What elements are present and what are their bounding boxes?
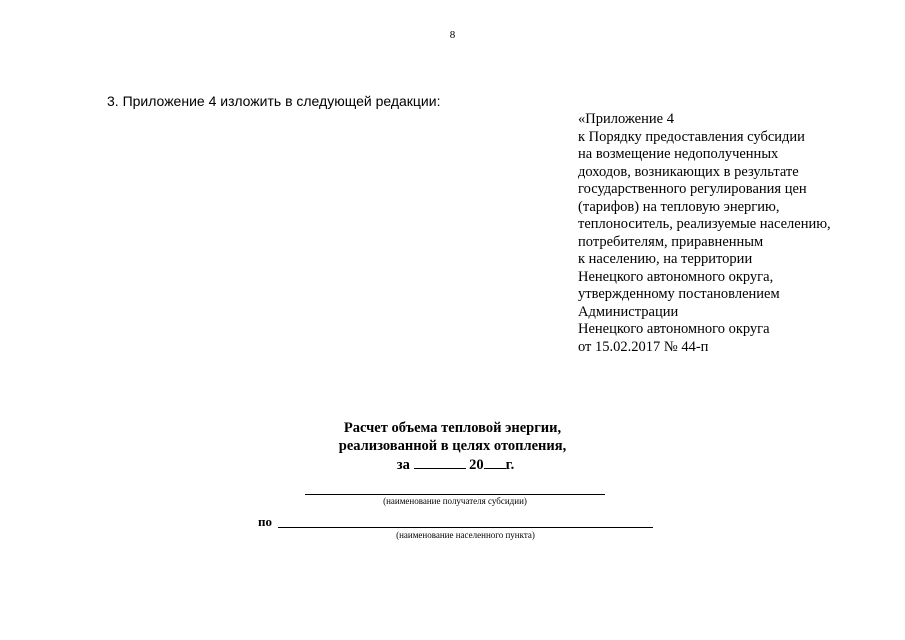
appendix-line: утвержденному постановлением [578,286,780,302]
appendix-line: Администрации [578,303,679,320]
amendment-intro-text: 3. Приложение 4 изложить в следующей редакции: [107,93,441,109]
period-year-prefix: 20 [469,457,484,473]
locality-caption: (наименование населенного пункта) [396,530,535,540]
page-number: 8 [449,29,456,41]
appendix-line: от 15.02.2017 № 44-п [578,338,709,355]
locality-prefix: по [258,514,272,529]
period-year-blank [484,455,506,469]
appendix-line: Ненецкого автономного округа, [578,268,774,285]
appendix-line: к Порядку предоставления субсидии [578,128,805,145]
recipient-caption: (наименование получателя субсидии) [383,496,527,506]
appendix-line: к населению, на территории [578,251,753,267]
title-period-line [3,455,905,474]
recipient-blank-line [305,482,605,495]
appendix-line: Ненецкого автономного округа [578,321,770,337]
recipient-field [305,482,605,507]
period-month-blank [414,455,466,469]
period-prefix: за [396,457,410,473]
appendix-line: (тарифов) на тепловую энергию, [578,198,780,215]
locality-blank-line [278,514,653,528]
appendix-reference-block [578,111,898,356]
appendix-line: государственного регулирования цен [578,181,807,197]
appendix-line: доходов, возникающих в результате [578,163,799,180]
appendix-line: теплоноситель, реализуемые населению, [578,216,831,232]
document-title [0,419,905,474]
appendix-line: «Приложение 4 [578,111,674,127]
appendix-line: потребителям, приравненным [578,233,764,250]
title-line-2: реализованной в целях отопления, [338,438,567,454]
appendix-line: на возмещение недополученных [578,146,779,162]
title-line-1: Расчет объема тепловой энергии, [343,420,562,436]
period-suffix: г. [505,457,515,473]
